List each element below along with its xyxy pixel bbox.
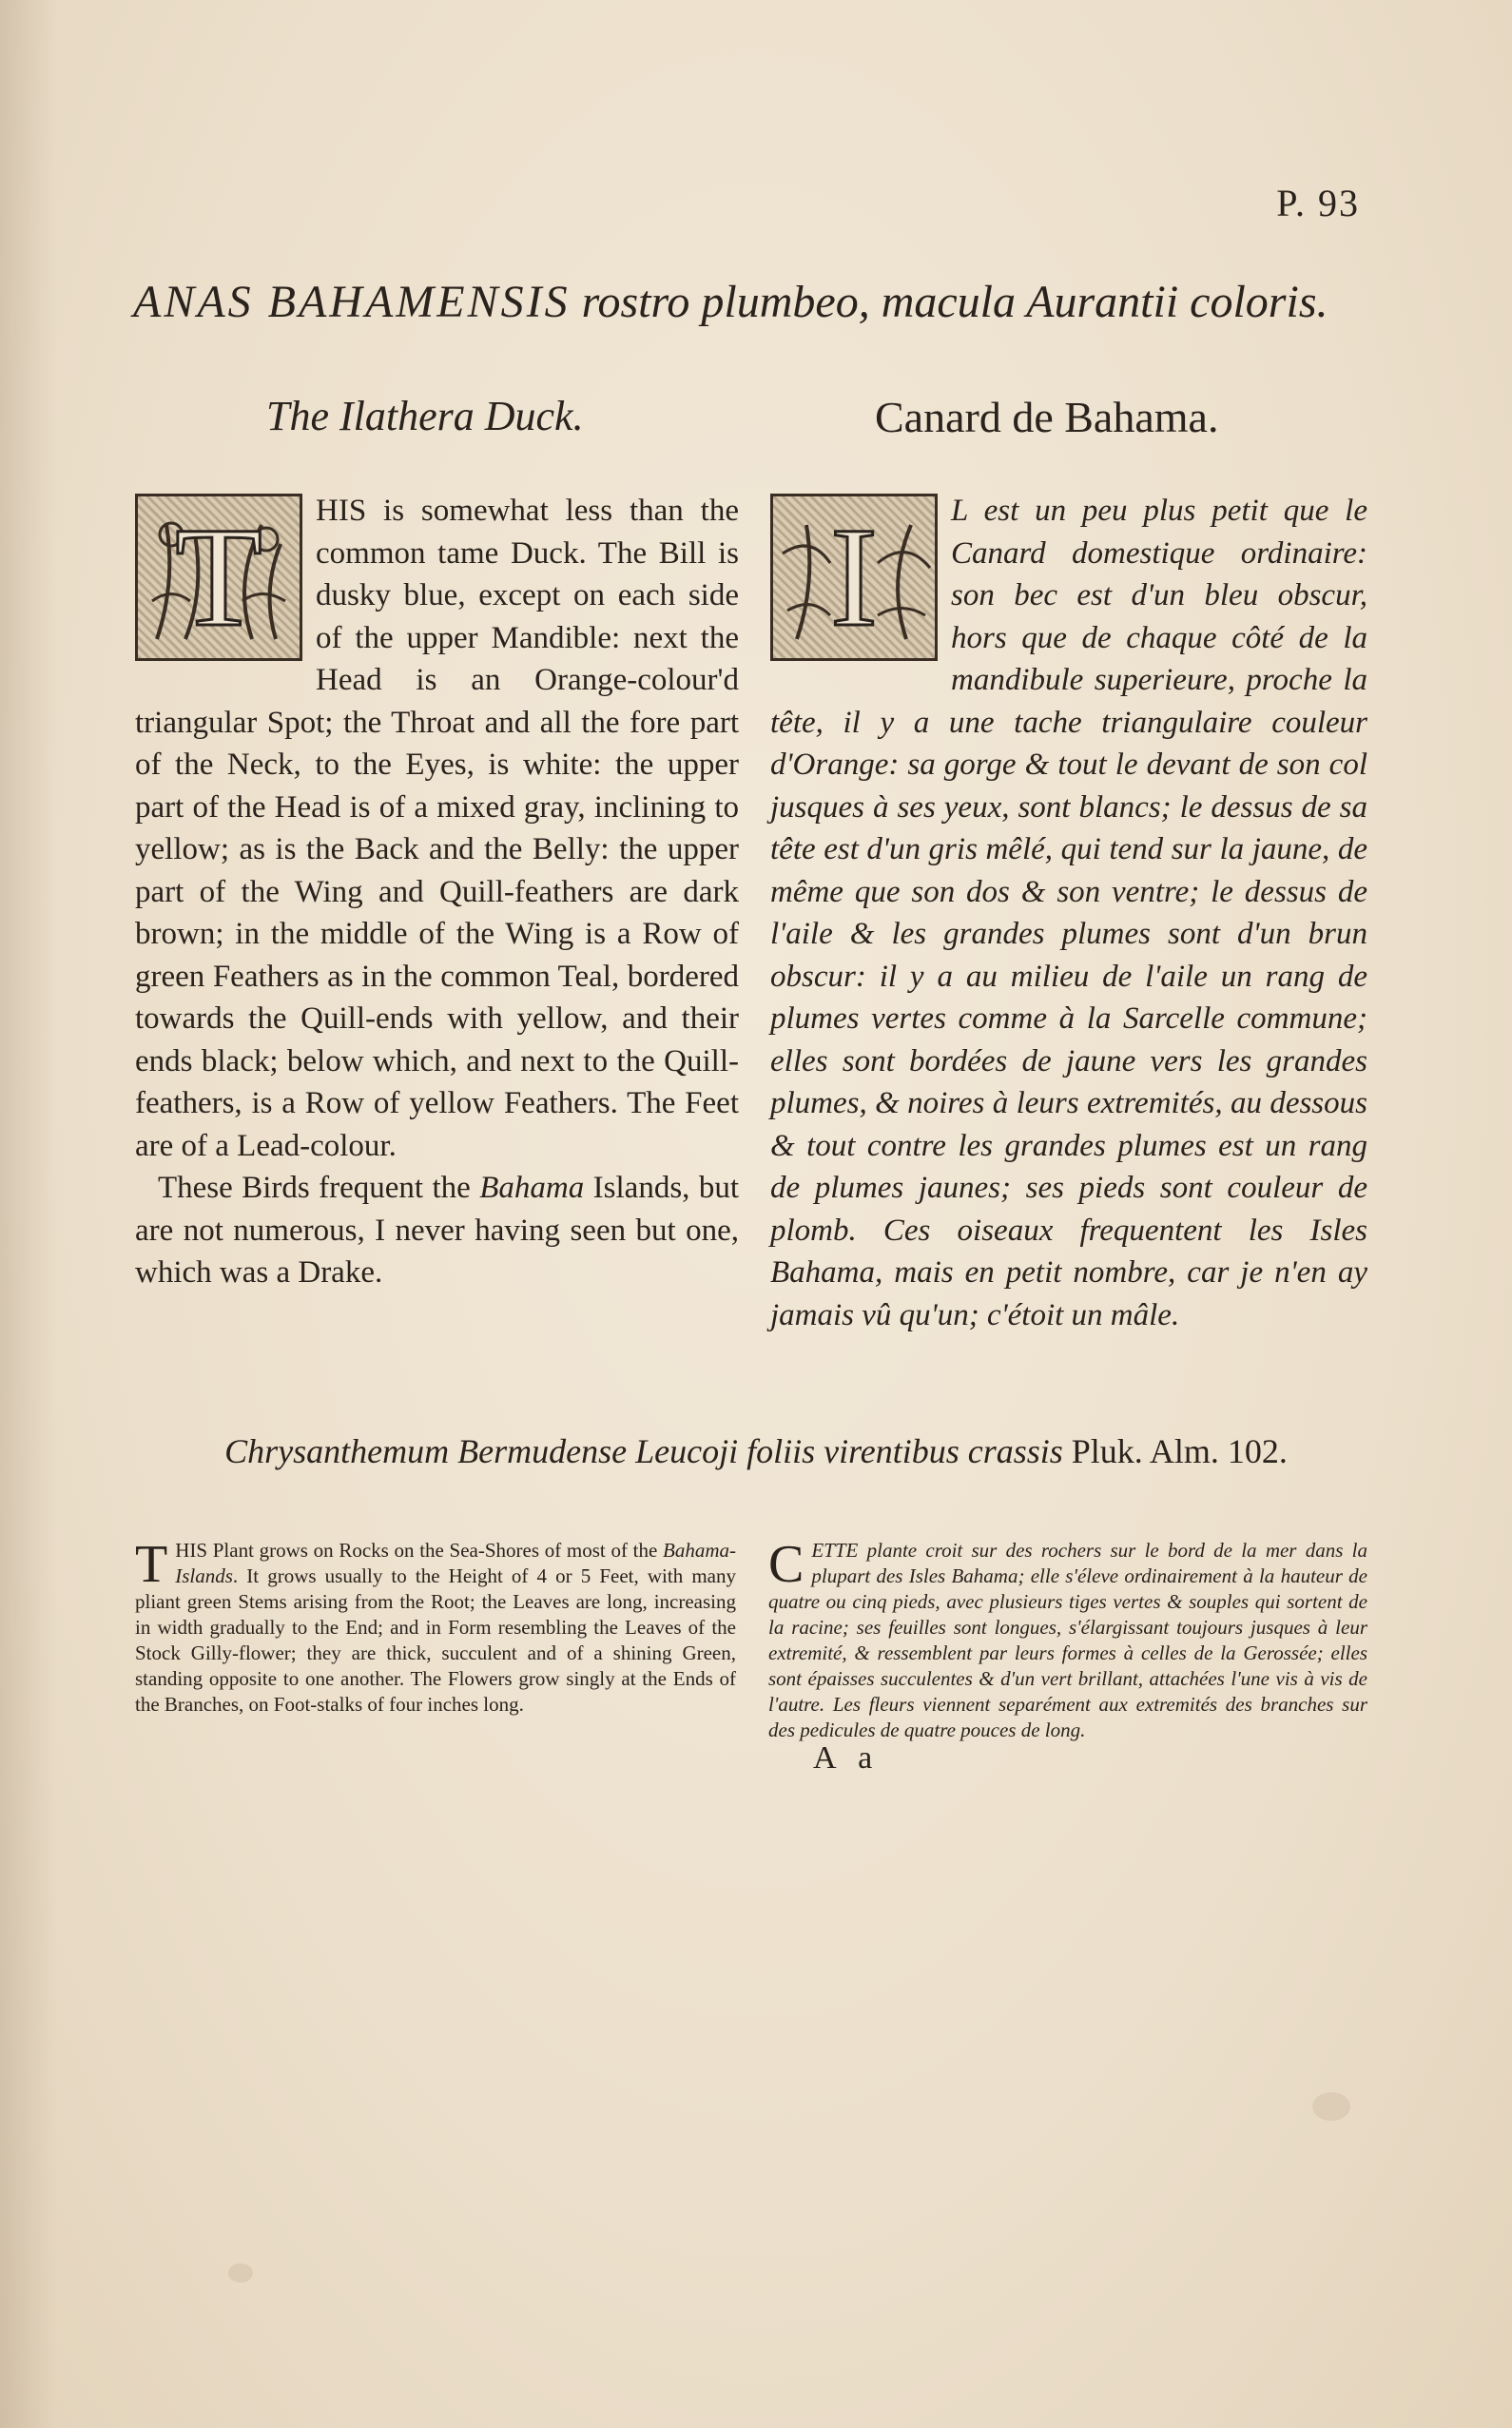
page-title — [133, 276, 1398, 328]
english-column — [135, 490, 739, 1294]
plant-french-text: ETTE plante croit sur des rochers sur le bord de la mer dans la plupart des Isles Bahama; elle s'éleve ordinairement à la hauteur de quatre ou cinq pieds, avec plusieurs tiges vertes & souples qui sortent de la racine; ses feuilles sont longues, s'élargissant toujours jusques à leur extremité, & ressemblent par leurs formes à celles de la Gerossée; elles sont épaisses succulentes & d'un vert brillant, attachées l'une vis à vis de l'autre. Les fleurs viennent separément aux extremités des branches sur des pedicules de quatre pouces de long. — [768, 1539, 1367, 1741]
paragraph2-text-end: Islands, but are not numerous, I never having seen but one, which was a Drake. — [135, 1171, 739, 1290]
french-column — [770, 490, 1367, 1336]
french-paragraph: L est un peu plus petit que le Canard domestique ordinaire: son bec est d'un bleu obscur, hors que de chaque côté de la mandibule superieure, proche la tête, il y a une tache triangulaire couleur d'Orange: sa gorge & tout le devant de son col jusques à ses yeux, sont blancs; le dessus de sa tête est d'un gris mêlé, qui tend sur la jaune, de même que son dos & son ventre; le dessus de l'aile & les grandes plumes sont d'un brun obscur: il y a au milieu de l'aile un rang de plumes vertes comme à la Sarcelle commune; elles sont bordées de jaune vers les grandes plumes, & noires à leurs extremités, au dessous & tout contre les grandes plumes est un rang de plumes jaunes; ses pieds sont couleur de plomb. Ces oiseaux frequentent les Isles Bahama, mais en petit nombre, car je n'en ay jamais vû qu'un; c'étoit un mâle. — [770, 494, 1367, 1332]
paragraph2-text: These Birds frequent the — [158, 1171, 480, 1205]
english-paragraph-2 — [135, 1167, 739, 1294]
english-paragraph-1: HIS is somewhat less than the common tame Duck. The Bill is dusky blue, except on each side of the upper Mandible: next the Head is an Orange-colour'd triangular Spot; the Throat and all the fore part of the Neck, to the Eyes, is white: the upper part of the Head is of a mixed gray, inclining to yellow; as is the Back and the Belly: the upper part of the Wing and Quill-feathers are dark brown; in the middle of the Wing is a Row of green Feathers as in the common Teal, bordered towards the Quill-ends with yellow, and their ends black; below which, and next to the Quill-feathers, is a Row of yellow Feathers. The Feet are of a Lead-colour. — [135, 494, 739, 1163]
dropcap-letter: I — [830, 498, 878, 656]
dropcap-letter: T — [175, 498, 262, 656]
page-edge-shadow — [0, 0, 57, 2428]
signature-mark: A a — [813, 1740, 881, 1776]
english-subtitle: The Ilathera Duck. — [266, 393, 584, 439]
small-dropcap: C — [768, 1535, 804, 1594]
foxing-spot — [1312, 2092, 1350, 2121]
plant-english-column — [135, 1535, 736, 1718]
page-number: P. 93 — [1276, 182, 1360, 224]
ornamental-dropcap — [770, 494, 938, 661]
title-caps: ANAS BAHAMENSIS — [133, 277, 571, 327]
paragraph2-italic: Bahama — [479, 1171, 585, 1205]
plant-english-text: HIS Plant grows on Rocks on the Sea-Shores of most of the — [175, 1539, 663, 1562]
plant-french-column — [768, 1535, 1367, 1743]
ornamental-dropcap — [135, 494, 302, 661]
plant-title — [0, 1431, 1512, 1471]
plant-english-italic: Bahama-Islands — [175, 1539, 736, 1587]
french-subtitle: Canard de Bahama. — [875, 393, 1219, 441]
title-rest: rostro plumbeo, macula Aurantii coloris. — [570, 277, 1328, 327]
plant-english-text-end: . It grows usually to the Height of 4 or 5 Feet, with many pliant green Stems arising from the Root; the Leaves are long, increasing in width gradually to the End; and in Form resembling the Leaves of the Stock Gilly-flower; they are thick, succulent and of a shining Green, standing opposite to one another. The Flowers grow singly at the Ends of the Branches, on Foot-stalks of four inches long. — [135, 1564, 736, 1716]
plant-latin-name: Chrysanthemum Bermudense Leucoji foliis virentibus crassis — [224, 1432, 1063, 1470]
plant-reference: Pluk. Alm. 102. — [1062, 1432, 1288, 1470]
foxing-spot — [228, 2263, 253, 2282]
small-dropcap: T — [135, 1535, 168, 1594]
